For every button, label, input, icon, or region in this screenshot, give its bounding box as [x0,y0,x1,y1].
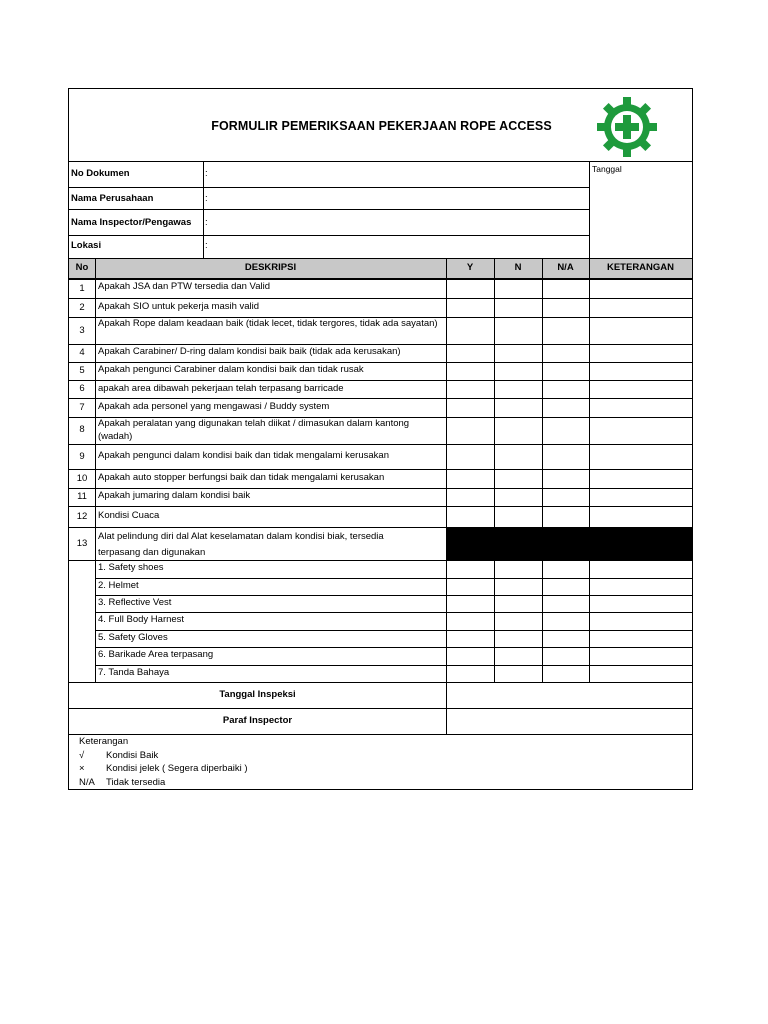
row-description: Apakah auto stopper berfungsi baik dan tidak mengalami kerusakan [98,472,385,483]
tanggal-inspeksi-label: Tanggal Inspeksi [219,689,296,700]
legend-title: Keterangan [79,736,129,747]
legend-text: Tidak tersedia [106,777,166,788]
k3-gear-cross-icon [595,95,659,159]
form-title: FORMULIR PEMERIKSAAN PEKERJAAN ROPE ACCESS [211,119,552,133]
row-number: 11 [77,491,87,502]
nama-perusahaan-label: Nama Perusahaan [71,193,154,204]
ppe-item: 1. Safety shoes [98,562,164,573]
row-description: Apakah peralatan yang digunakan telah diikat / dimasukan dalam kantong (wadah) [98,418,410,442]
header-deskripsi: DESKRIPSI [244,262,297,273]
row-description: Apakah pengunci dalam kondisi baik dan tidak mengalami kerusakan [98,450,389,461]
ppe-item: 4. Full Body Harnest [98,614,185,625]
row-description: Alat pelindung diri dal Alat keselamatan dalam kondisi biak, tersedia terpasang dan digunakan [98,531,384,558]
row-description: Apakah SIO untuk pekerja masih valid [98,301,260,312]
ppe-item: 7. Tanda Bahaya [98,667,170,678]
row-number: 9 [79,451,85,462]
row-number: 7 [79,402,85,413]
no-dokumen-field[interactable]: : [205,168,208,179]
row-description: Kondisi Cuaca [98,510,160,521]
header-no: No [75,262,89,273]
shaded-block [446,527,692,560]
ppe-item: 6. Barikade Area terpasang [98,649,214,660]
row-number: 2 [79,302,85,313]
legend-symbol-check: √ [79,750,85,761]
legend-text: Kondisi jelek ( Segera diperbaiki ) [106,763,248,774]
ppe-item: 2. Helmet [98,580,139,591]
no-dokumen-label: No Dokumen [71,168,130,179]
row-number: 10 [76,473,88,484]
row-description: Apakah pengunci Carabiner dalam kondisi baik dan tidak rusak [98,364,364,375]
row-number: 13 [76,538,88,549]
row-description: Apakah jumaring dalam kondisi baik [98,490,251,501]
legend-symbol-cross: × [79,763,85,774]
tanggal-field[interactable] [590,174,691,257]
row-number: 8 [79,424,85,435]
paraf-inspector-label: Paraf Inspector [222,715,293,726]
row-number: 6 [79,383,85,394]
row-number: 12 [76,511,88,522]
row-number: 4 [79,347,85,358]
inspection-form [68,88,693,790]
ppe-item: 5. Safety Gloves [98,632,168,643]
nama-inspector-label: Nama Inspector/Pengawas [71,217,192,228]
legend-text: Kondisi Baik [106,750,159,761]
lokasi-label: Lokasi [71,240,102,251]
row-description: Apakah Carabiner/ D-ring dalam kondisi baik baik (tidak ada kerusakan) [98,346,401,357]
header-keterangan: KETERANGAN [606,262,675,273]
tanggal-inspeksi-field[interactable] [447,683,692,708]
header-y: Y [466,262,474,273]
row-number: 5 [79,365,85,376]
row-number: 3 [79,325,85,336]
nama-inspector-field[interactable]: : [205,217,208,228]
legend-symbol-na: N/A [79,777,95,788]
row-description: Apakah JSA dan PTW tersedia dan Valid [98,281,270,292]
header-na: N/A [557,262,574,273]
row-description: Apakah Rope dalam keadaan baik (tidak lecet, tidak tergores, tidak ada sayatan) [98,318,438,329]
tanggal-label: Tanggal [592,164,622,174]
row-number: 1 [79,283,85,294]
paraf-inspector-field[interactable] [447,709,692,734]
nama-perusahaan-field[interactable]: : [205,193,208,204]
header-n: N [514,262,522,273]
row-description: apakah area dibawah pekerjaan telah terpasang barricade [98,383,344,394]
row-description: Apakah ada personel yang mengawasi / Buddy system [98,401,330,412]
ppe-item: 3. Reflective Vest [98,597,172,608]
lokasi-field[interactable]: : [205,240,208,251]
